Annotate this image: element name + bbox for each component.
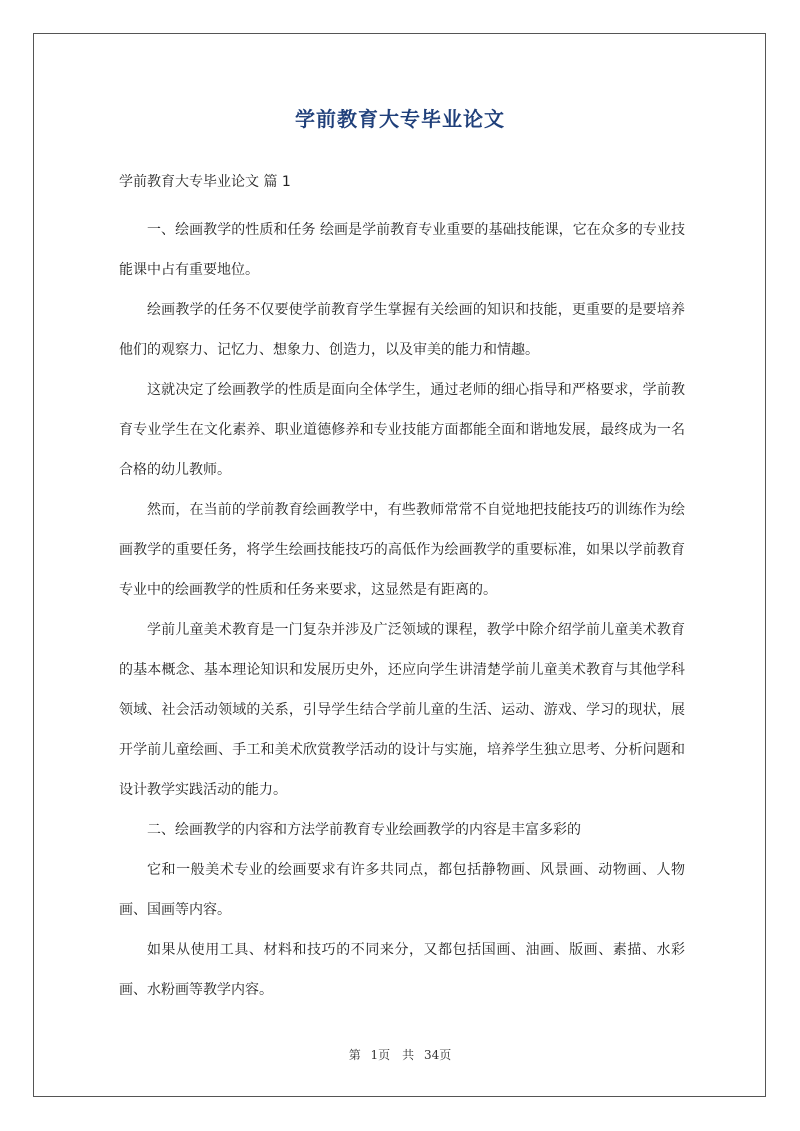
- paragraph: 学前儿童美术教育是一门复杂并涉及广泛领域的课程，教学中除介绍学前儿童美术教育的基本概念、基本理论知识和发展历史外，还应向学生讲清楚学前儿童美术教育与其他学科领域、社会活动领域的关系，引导学生结合学前儿童的生活、运动、游戏、学习的现状，展开学前儿童绘画、手工和美术欣赏教学活动的设计与实施，培养学生独立思考、分析问题和设计教学实践活动的能力。: [119, 622, 685, 798]
- paragraph: 然而，在当前的学前教育绘画教学中，有些教师常常不自觉地把技能技巧的训练作为绘画教学的重要任务，将学生绘画技能技巧的高低作为绘画教学的重要标准，如果以学前教育专业中的绘画教学的性质和任务来要求，这显然是有距离的。: [119, 502, 685, 598]
- document-body: [119, 170, 685, 1010]
- page-number: 第 1页 共 34页: [348, 1048, 452, 1062]
- paragraph: 如果从使用工具、材料和技巧的不同来分，又都包括国画、油画、版画、素描、水彩画、水粉画等教学内容。: [119, 942, 685, 998]
- paragraph: 二、绘画教学的内容和方法学前教育专业绘画教学的内容是丰富多彩的: [147, 822, 581, 838]
- paragraph: 它和一般美术专业的绘画要求有许多共同点，都包括静物画、风景画、动物画、人物画、国画等内容。: [119, 862, 685, 918]
- document-subtitle: 学前教育大专毕业论文 篇 1: [119, 174, 291, 190]
- document-title: 学前教育大专毕业论文: [295, 107, 505, 131]
- paragraph: 这就决定了绘画教学的性质是面向全体学生，通过老师的细心指导和严格要求，学前教育专业学生在文化素养、职业道德修养和专业技能方面都能全面和谐地发展，最终成为一名合格的幼儿教师。: [119, 382, 685, 478]
- paragraph: 绘画教学的任务不仅要使学前教育学生掌握有关绘画的知识和技能，更重要的是要培养他们的观察力、记忆力、想象力、创造力，以及审美的能力和情趣。: [119, 302, 685, 358]
- paragraph: 一、绘画教学的性质和任务 绘画是学前教育专业重要的基础技能课，它在众多的专业技能课中占有重要地位。: [119, 222, 685, 278]
